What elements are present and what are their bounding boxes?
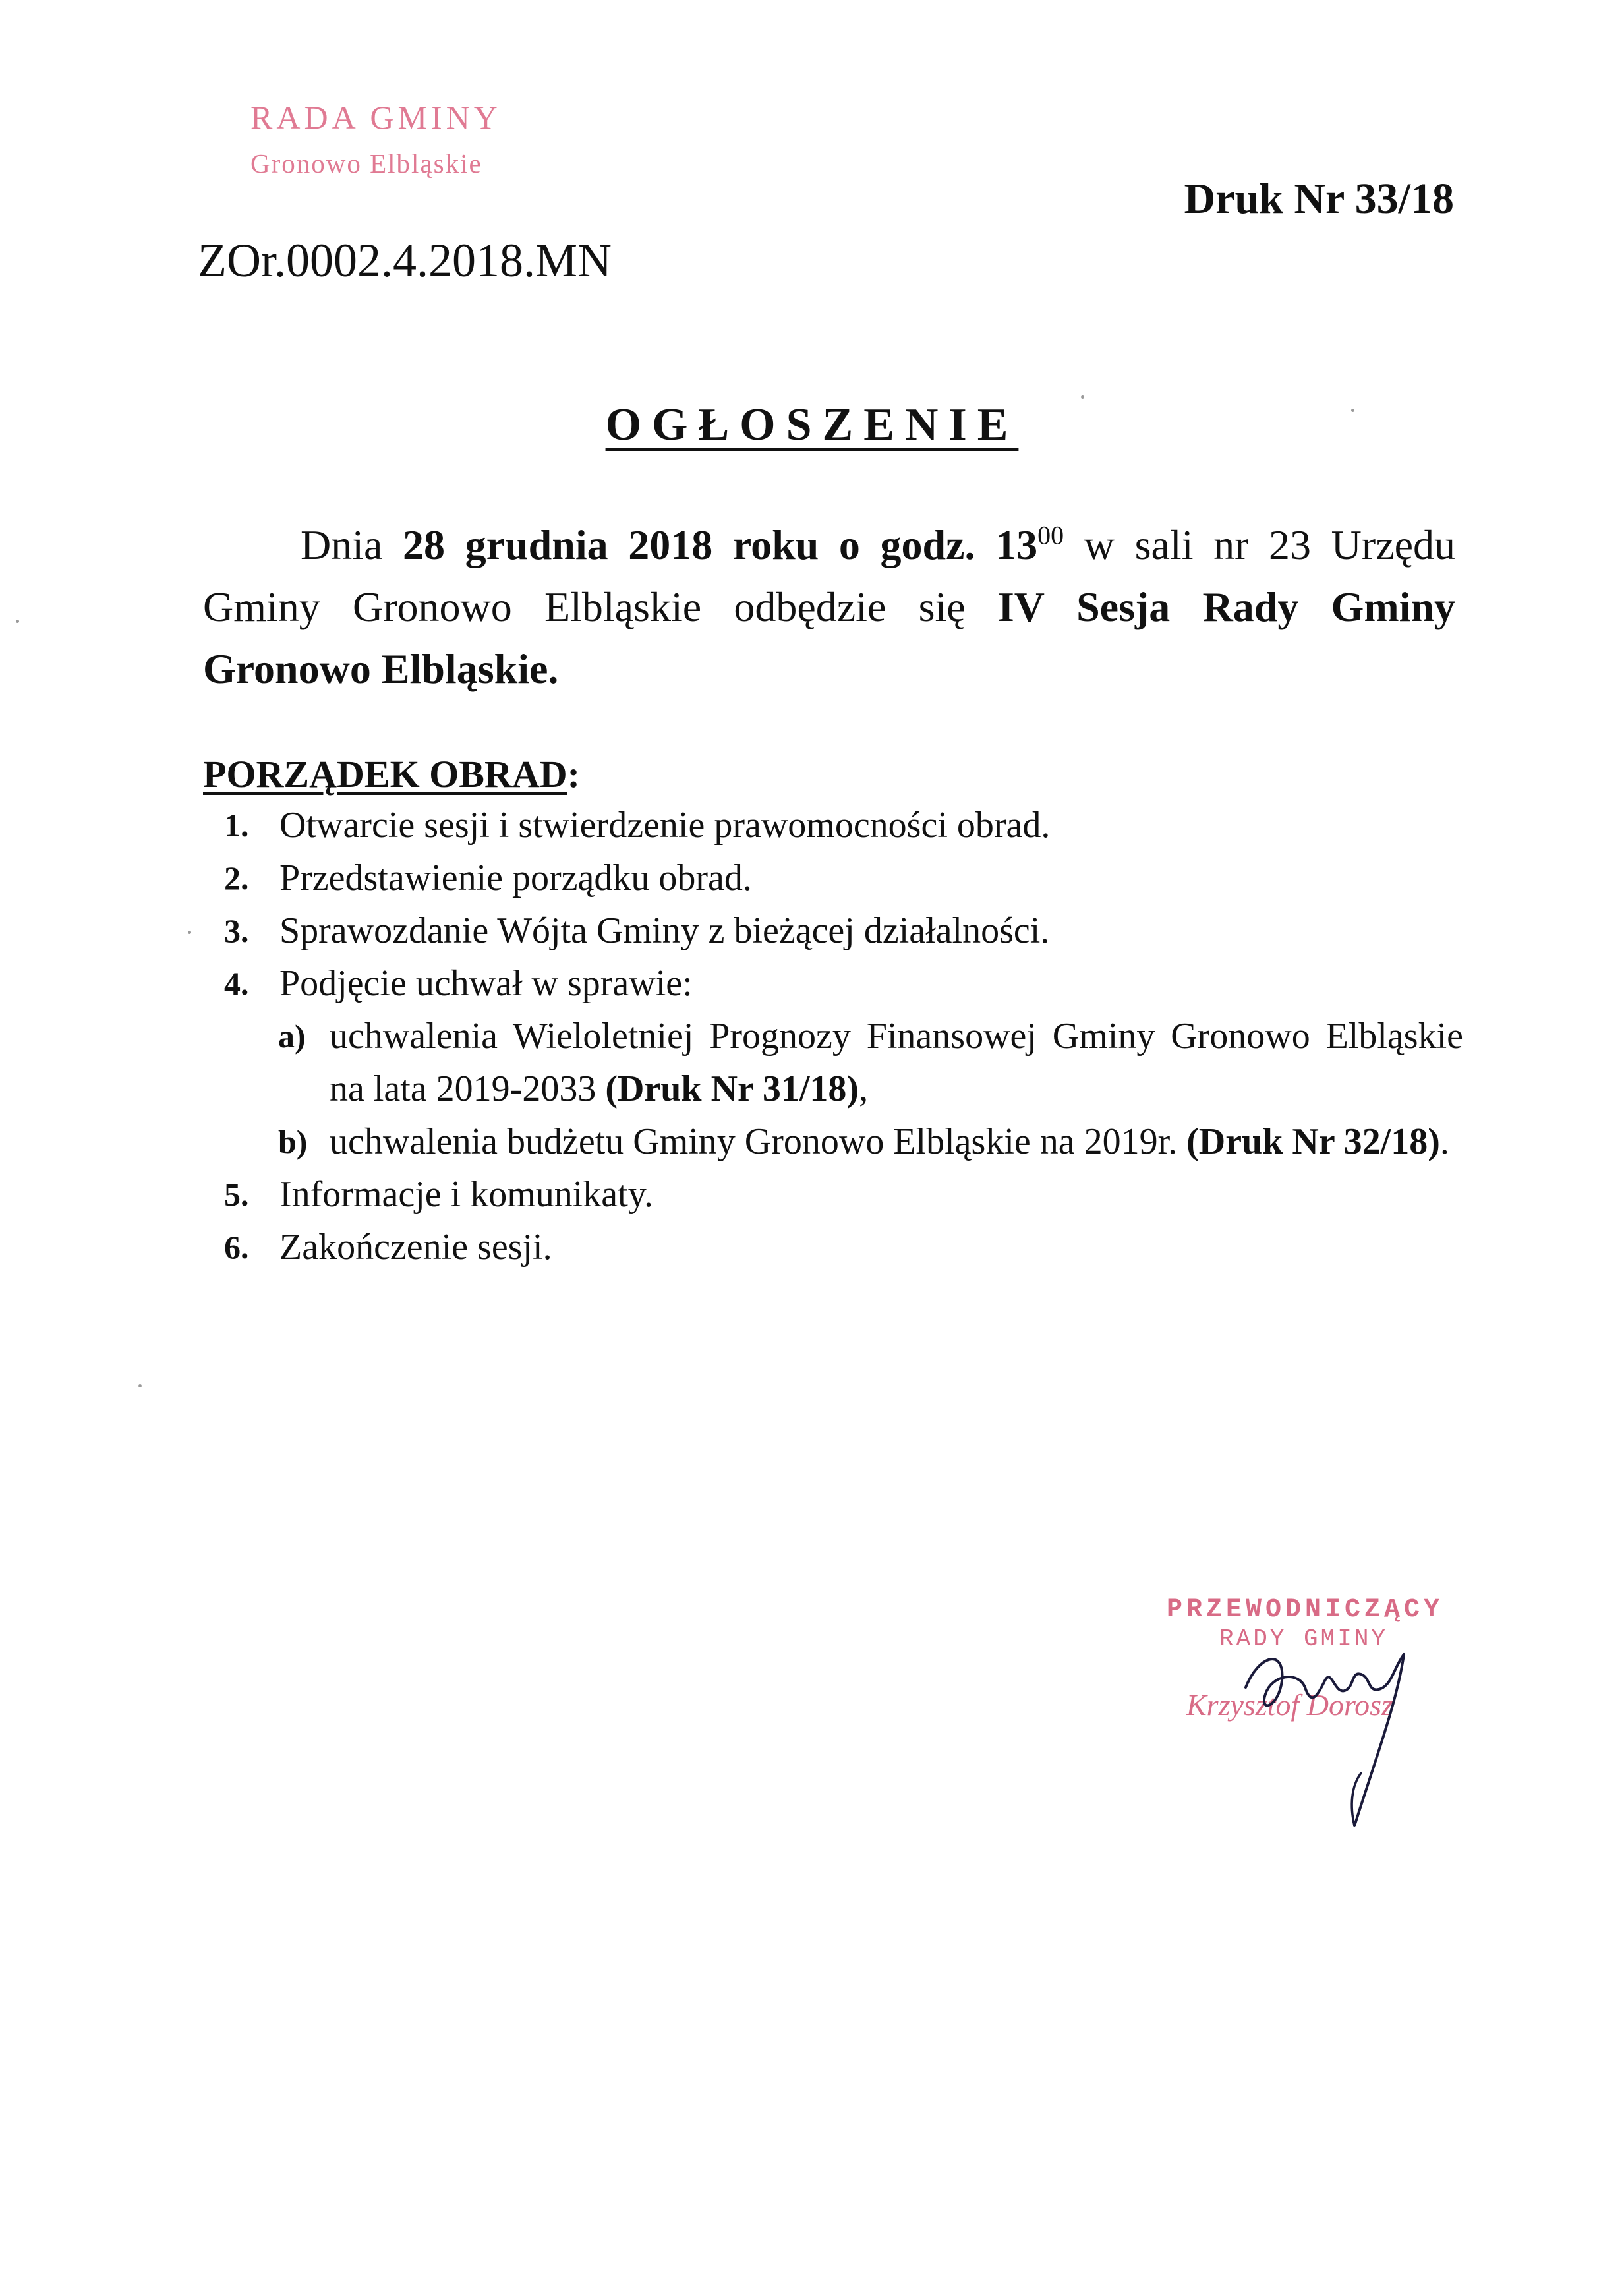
scan-speck [1351,409,1354,412]
document-title-text: OGŁOSZENIE [605,399,1019,450]
agenda-heading [203,748,580,801]
print-number: Druk Nr 33/18 [1184,175,1454,223]
agenda-item-number: 4. [224,965,249,1002]
agenda-heading-colon: : [567,753,580,796]
agenda-subitem-letter: b) [278,1123,308,1160]
agenda-subitem [224,1010,1463,1115]
agenda-item-text: Przedstawienie porządku obrad. [279,858,752,898]
agenda-list [224,799,1463,1273]
agenda-item-text: Zakończenie sesji. [279,1227,552,1268]
agenda-item [224,957,1463,1010]
council-stamp-line2: Gronowo Elbląskie [250,148,482,179]
agenda-heading-text: PORZĄDEK OBRAD [203,753,567,796]
scan-speck [1081,395,1084,399]
agenda-subitem-letter: a) [278,1018,306,1055]
agenda-subitem-text: uchwalenia budżetu Gminy Gronowo Elbląskie na 2019r. [330,1121,1187,1162]
document-title [0,395,1624,455]
chairman-stamp-title: PRZEWODNICZĄCY [1167,1595,1444,1625]
session-hour-minutes: 00 [1037,520,1064,550]
announcement-part1: Dnia [301,521,403,568]
scan-speck [188,931,191,934]
agenda-subitem-tail: , [859,1068,869,1109]
session-name: IV Sesja Rady Gminy Gronowo Elbląskie. [203,583,1455,692]
scan-speck [138,1384,142,1387]
agenda-subitem-tail: . [1439,1121,1449,1162]
agenda-item [224,852,1463,904]
announcement-part2: w sali nr 23 Urzędu Gminy Gronowo Elbląskie odbędzie się [203,521,1456,630]
agenda-item [224,1221,1463,1273]
agenda-item-number: 3. [224,912,249,949]
agenda-item-text: Otwarcie sesji i stwierdzenie prawomocności obrad. [279,805,1051,846]
agenda-subitem-print-ref: (Druk Nr 32/18) [1186,1121,1440,1162]
agenda-item-number: 2. [224,860,249,896]
agenda-item-text: Sprawozdanie Wójta Gminy z bieżącej działalności. [279,910,1050,951]
council-stamp-line1: RADA GMINY [250,99,502,136]
agenda-subitem-print-ref: (Druk Nr 31/18) [605,1068,859,1109]
agenda-subitem-text: uchwalenia Wieloletniej Prognozy Finansowej Gminy Gronowo Elbląskie na lata 2019-2033 [330,1016,1463,1109]
agenda-item-text: Informacje i komunikaty. [279,1174,654,1215]
agenda-item-number: 6. [224,1229,249,1266]
agenda-item-number: 1. [224,807,249,844]
chairman-stamp-name: Krzysztof Dorosz [1186,1688,1393,1722]
scan-speck [16,620,19,623]
handwritten-signature [1219,1608,1457,1846]
signature-stroke-main [1246,1654,1404,1705]
announcement-paragraph [203,514,1455,700]
agenda-item [224,799,1463,852]
agenda-subitem [224,1115,1463,1168]
council-stamp [250,98,502,183]
reference-number: ZOr.0002.4.2018.MN [198,234,612,287]
agenda-item [224,904,1463,957]
session-date: 28 grudnia 2018 roku o godz. 13 [403,521,1038,568]
agenda-item [224,1168,1463,1221]
signature-stroke-tail [1354,1654,1404,1826]
agenda-item-number: 5. [224,1176,249,1213]
chairman-stamp-council: RADY GMINY [1219,1625,1389,1652]
agenda-item-text: Podjęcie uchwał w sprawie: [279,963,693,1004]
